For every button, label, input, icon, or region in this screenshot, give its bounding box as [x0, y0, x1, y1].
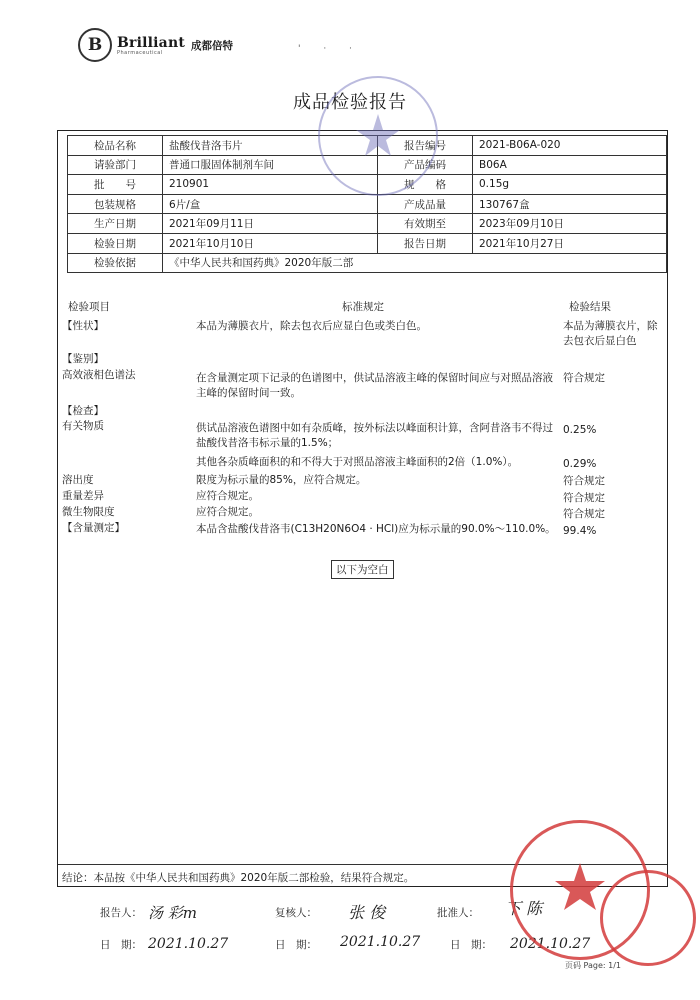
date-label: 日 期：: [275, 939, 317, 951]
approver-date: 2021.10.27: [510, 936, 591, 952]
item-standard: 供试品溶液色谱图中如有杂质峰，按外标法以峰面积计算，含阿昔洛韦不得过盐酸伐昔洛韦标示量的1.5%；: [196, 422, 553, 449]
reviewer-label: 复核人：: [275, 907, 317, 919]
blank-note: 以下为空白: [331, 560, 394, 579]
company-logo: [78, 28, 233, 62]
star-icon: [320, 78, 436, 194]
header-value: 盐酸伐昔洛韦片: [163, 136, 378, 156]
basis-label: 检验依据: [68, 253, 163, 273]
approval-seal-stamp: [600, 870, 696, 966]
logo-text: [117, 35, 185, 56]
approver-signature: 下 陈: [505, 899, 543, 918]
item-name: 高效液相色谱法: [62, 369, 136, 381]
header-label: 规 格: [378, 175, 473, 195]
header-value: B06A: [473, 155, 667, 175]
section-name: 【检查】: [62, 405, 104, 417]
item-standard: 在含量测定项下记录的色谱图中，供试品溶液主峰的保留时间应与对照品溶液主峰的保留时间一致。: [196, 372, 553, 399]
header-label: 请验部门: [68, 155, 163, 175]
logo-cn: 成都倍特: [191, 39, 233, 52]
header-label: 产品编码: [378, 155, 473, 175]
header-value: 普通口服固体制剂车间: [163, 155, 378, 175]
item-name: 【性状】: [62, 320, 104, 332]
header-row: [68, 233, 667, 253]
item-name: 【含量测定】: [62, 522, 125, 534]
item-result: 本品为薄膜衣片，除去包衣后显白色: [563, 320, 658, 347]
header-label: 有效期至: [378, 214, 473, 234]
scan-marks: ' · ·: [298, 44, 362, 54]
item-result: 99.4%: [563, 525, 597, 537]
item-standard: 其他各杂质峰面积的和不得大于对照品溶液主峰面积的2倍（1.0%）。: [196, 456, 519, 468]
item-result: 0.29%: [563, 458, 597, 470]
header-label: 报告编号: [378, 136, 473, 156]
col-result: 检验结果: [569, 301, 611, 313]
header-label: 检品名称: [68, 136, 163, 156]
logo-brand: Brilliant: [117, 34, 185, 51]
header-value: 2021年10月27日: [473, 233, 667, 253]
item-standard: 本品为薄膜衣片，除去包衣后应显白色或类白色。: [196, 320, 427, 332]
header-row: [68, 214, 667, 234]
conclusion-text: 结论：本品按《中华人民共和国药典》2020年版二部检验，结果符合规定。: [62, 872, 415, 884]
header-label: 生产日期: [68, 214, 163, 234]
item-name: 有关物质: [62, 420, 104, 432]
reviewer-date: 2021.10.27: [340, 934, 421, 950]
basis-row: [68, 253, 667, 273]
item-name: 微生物限度: [62, 506, 115, 518]
date-label: 日 期：: [100, 939, 142, 951]
item-standard: 限度为标示量的85%，应符合规定。: [196, 474, 367, 486]
item-name: 溶出度: [62, 474, 94, 486]
header-row: [68, 194, 667, 214]
header-label: 产成品量: [378, 194, 473, 214]
reporter-signature: 汤 彩m: [148, 904, 197, 922]
page-number: 页码 Page: 1/1: [565, 961, 622, 970]
item-result: 符合规定: [563, 508, 605, 520]
item-result: 符合规定: [563, 475, 605, 487]
reviewer-signature: 张 俊: [348, 903, 386, 922]
item-standard: 本品含盐酸伐昔洛韦(C13H20N6O4 · HCl)应为标示量的90.0%～110.0%。: [196, 523, 556, 535]
date-label: 日 期：: [450, 939, 492, 951]
item-standard: 应符合规定。: [196, 490, 259, 502]
section-name: 【鉴别】: [62, 353, 104, 365]
header-value: 2021年10月10日: [163, 233, 378, 253]
header-label: 批 号: [68, 175, 163, 195]
header-label: 报告日期: [378, 233, 473, 253]
item-result: 符合规定: [563, 492, 605, 504]
item-standard: 应符合规定。: [196, 506, 259, 518]
header-value: 2023年09月10日: [473, 214, 667, 234]
item-result: 符合规定: [563, 372, 605, 384]
header-value: 130767盒: [473, 194, 667, 214]
logo-sub: Pharmaceutical: [117, 49, 163, 56]
col-standard: 标准规定: [342, 301, 384, 313]
reporter-date: 2021.10.27: [148, 936, 229, 952]
approver-label: 批准人：: [437, 907, 479, 919]
header-label: 包装规格: [68, 194, 163, 214]
header-value: 2021年09月11日: [163, 214, 378, 234]
item-name: 重量差异: [62, 490, 104, 502]
header-value: 2021-B06A-020: [473, 136, 667, 156]
reporter-label: 报告人：: [100, 907, 142, 919]
qc-seal-stamp: [318, 76, 438, 196]
header-value: 210901: [163, 175, 378, 195]
item-result: 0.25%: [563, 424, 597, 436]
header-label: 检验日期: [68, 233, 163, 253]
header-value: 6片/盒: [163, 194, 378, 214]
header-value: 0.15g: [473, 175, 667, 195]
report-frame: [57, 130, 668, 887]
logo-mark: B: [78, 28, 112, 62]
col-item: 检验项目: [68, 301, 110, 313]
basis-value: 《中华人民共和国药典》2020年版二部: [163, 253, 667, 273]
column-header: [64, 299, 661, 315]
report-title: 成品检验报告: [293, 92, 407, 113]
